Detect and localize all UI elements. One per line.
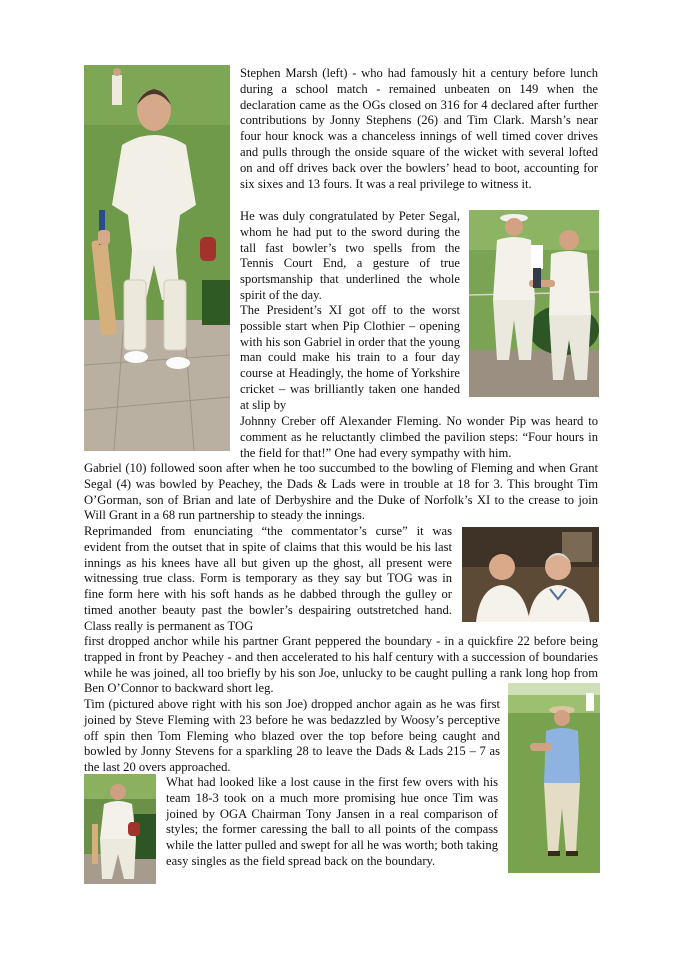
photo-handshake (469, 210, 599, 397)
photo-father-and-son (462, 527, 599, 622)
article-paragraph: Tim (pictured above right with his son Joe) dropped anchor again as he was first joined by Steve Fleming with 23 before he was bedazzled by Woosy’s perceptive off spin then Tom Fleming who blazed over the top before being caught and bowled by Jonny Stevens for a sparkling 28 to leave the Dads & Lads 215 – 7 as the last 20 overs approached. (84, 697, 500, 775)
article-paragraph: What had looked like a lost cause in the first few overs with his team 18-3 took on a much more promising hue once Tim was joined by OGA Chairman Tony Jansen in a real comparison of styles; the former caressing the ball to all points of the compass while the latter pulled and swept for all he was worth; both taking easy singles as the field spread back on the boundary. (166, 775, 498, 868)
article-paragraph: Gabriel (10) followed soon after when he too succumbed to the bowling of Fleming and when Grant Segal (4) was bowled by Peachey, the Dads & Lads were in trouble at 18 for 3. This brought Tim O’Gorman, son of Brian and late of Derbyshire and the Duke of Norfolk’s XI to the crease to join Will Grant in a 68 run partnership to steady the innings. (84, 461, 598, 523)
photo-batsman-small (84, 774, 156, 884)
article-paragraph: He was duly congratulated by Peter Segal, whom he had put to the sword during the tall fast bowler’s two spells from the Tennis Court End, a gesture of true sportsmanship that underlined the whole spirit of the day. (240, 209, 460, 302)
photo-batsman-walking-off (84, 65, 230, 451)
photo-man-applauding (508, 683, 600, 873)
article-paragraph: Johnny Creber off Alexander Fleming. No wonder Pip was heard to comment as he reluctantly climbed the pavilion steps: “Four hours in the field for that!” One had every sympathy with him. (240, 414, 598, 460)
article-paragraph: Reprimanded from enunciating “the commentator’s curse” it was evident from the outset that in spite of claims that this would be his last innings as his knees have all but given up the ghost, all present were witnessing true class. Form is temporary as they say but TOG was in fine form here with his soft hands as he dabbed through the gulley or timed another beauty past the bowler’s despairing outstretched hand. Class really is permanent as TOG (84, 524, 452, 633)
article-paragraph: first dropped anchor while his partner Grant peppered the boundary - in a quickfire 22 before being trapped in front by Peachey - and then accelerated to his half century with a succession of boundaries while he was joined, all too briefly by his son Joe, unlucky to be caught pulling a rank long hop from Ben O’Connor to backward short leg. (84, 634, 598, 696)
article-paragraph: The President’s XI got off to the worst possible start when Pip Clothier – opening with his son Gabriel in order that the young man could make his train to a four day course at Headingly, the home of Yorkshire cricket – was brilliantly taken one handed at slip by (240, 303, 460, 412)
article-paragraph: Stephen Marsh (left) - who had famously hit a century before lunch during a school match - remained unbeaten on 149 when the declaration came as the OGs closed on 316 for 4 declared after further contributions by Jonny Stephens (26) and Tim Clark. Marsh’s near four hour knock was a chanceless innings of well timed cover drives and pulls through the onside square of the wicket with several lofted on and off drives back over the bowlers’ head to boot, accounting for six sixes and 13 fours. It was a real privilege to witness it. (240, 66, 598, 191)
